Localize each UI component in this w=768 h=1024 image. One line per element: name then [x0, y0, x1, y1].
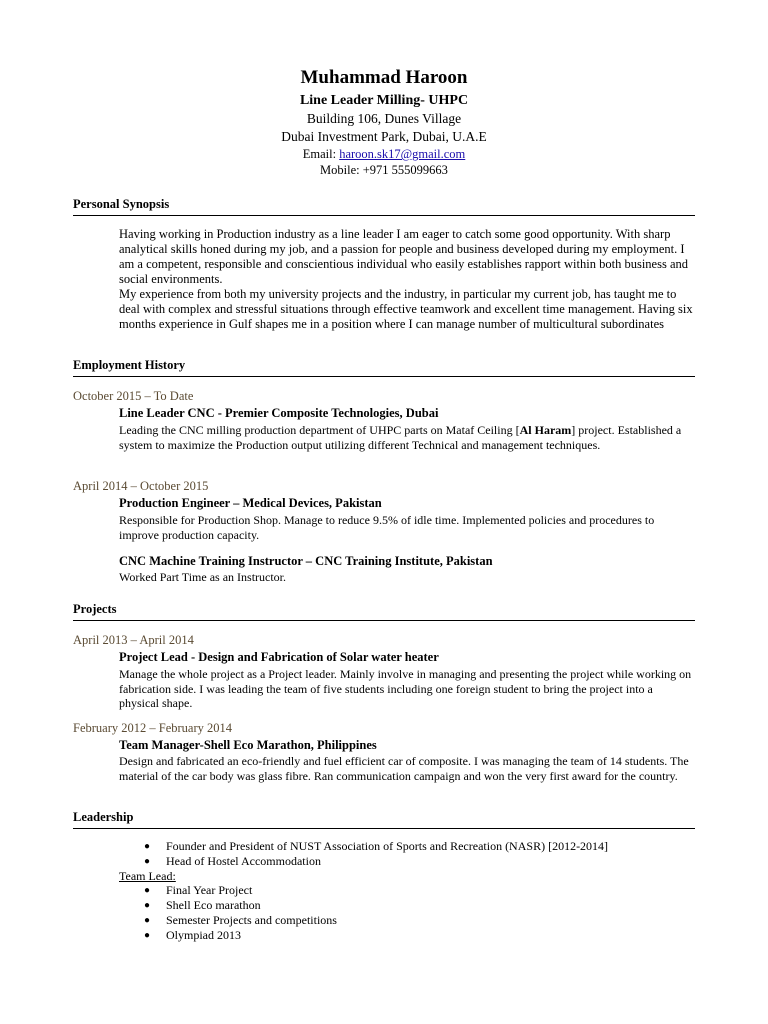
- employment-title: CNC Machine Training Instructor – CNC Training Institute, Pakistan: [119, 554, 493, 568]
- employment-date: October 2015 – To Date: [73, 389, 194, 403]
- email-link[interactable]: haroon.sk17@gmail.com: [339, 147, 466, 161]
- resume-header: [0, 66, 768, 178]
- section-heading-employment: Employment History: [73, 357, 695, 377]
- bullet-icon: ●: [144, 900, 151, 911]
- list-item: [140, 883, 337, 898]
- synopsis-paragraph-1: Having working in Production industry as a line leader I am eager to catch some good opportunity. With sharp analytical skills honed during my job, and a passion for people and business developed during my employment. I am a competent, responsible and conscientious individual who easily establishes rapport within both business and social environments.: [119, 227, 688, 286]
- list-item-text: Head of Hostel Accommodation: [166, 854, 321, 868]
- email-line: [0, 146, 768, 162]
- employment-description: Responsible for Production Shop. Manage to reduce 9.5% of idle time. Implemented policies and procedures to improve production capacity.: [119, 513, 655, 542]
- employment-description: Worked Part Time as an Instructor.: [119, 570, 287, 584]
- address-line-2: Dubai Investment Park, Dubai, U.A.E: [281, 129, 487, 144]
- list-item-text: Semester Projects and competitions: [166, 913, 337, 927]
- project-title: Project Lead - Design and Fabrication of Solar water heater: [119, 650, 439, 664]
- mobile-line: Mobile: +971 555099663: [320, 163, 448, 177]
- project-description: Design and fabricated an eco-friendly and fuel efficient car of composite. I was managing the team of 14 students. The material of the car body was glass fibre. Ran communication campaign and won the very first award for the country.: [119, 754, 689, 783]
- employment-date: April 2014 – October 2015: [73, 479, 209, 493]
- desc-text: ] project. Established a system to maximize the Production output utilizing different Technical and management techniques.: [119, 423, 682, 452]
- section-heading-synopsis: Personal Synopsis: [73, 196, 695, 216]
- list-item: [140, 928, 337, 943]
- leadership-list: [140, 839, 608, 869]
- bullet-icon: ●: [144, 930, 151, 941]
- section-heading-leadership: Leadership: [73, 809, 695, 829]
- desc-text: Leading the CNC milling production department of UHPC parts on Mataf Ceiling [: [119, 423, 520, 437]
- project-date: February 2012 – February 2014: [73, 721, 232, 735]
- list-item-text: Olympiad 2013: [166, 928, 241, 942]
- list-item: [140, 854, 608, 869]
- list-item: [140, 839, 608, 854]
- synopsis-paragraph-2: My experience from both my university projects and the industry, in particular my current job, has taught me to deal with complex and stressful situations through effective teamwork and excellent time management. Having six months experience in Gulf shapes me in a position where I can manage number of multicultural subordinates: [119, 287, 693, 331]
- candidate-title: Line Leader Milling- UHPC: [299, 93, 469, 108]
- project-description: Manage the whole project as a Project leader. Mainly involve in managing and presenting the project while working on fabrication side. I was leading the team of five students including one foreign student to bring the project into a physical shape.: [119, 667, 692, 710]
- bullet-icon: ●: [144, 856, 151, 867]
- list-item: [140, 898, 337, 913]
- team-lead-label: Team Lead:: [119, 869, 176, 883]
- bullet-icon: ●: [144, 915, 151, 926]
- team-lead-list: [140, 883, 337, 943]
- employment-title: Production Engineer – Medical Devices, Pakistan: [119, 496, 382, 510]
- list-item-text: Founder and President of NUST Association of Sports and Recreation (NASR) [2012-2014]: [166, 839, 609, 853]
- employment-title: Line Leader CNC - Premier Composite Technologies, Dubai: [119, 406, 439, 420]
- section-heading-projects: Projects: [73, 601, 695, 621]
- address-line-1: Building 106, Dunes Village: [306, 111, 462, 126]
- bullet-icon: ●: [144, 885, 151, 896]
- list-item: [140, 913, 337, 928]
- project-title: Team Manager-Shell Eco Marathon, Philippines: [119, 738, 377, 752]
- list-item-text: Final Year Project: [166, 883, 253, 897]
- project-date: April 2013 – April 2014: [73, 633, 194, 647]
- list-item-text: Shell Eco marathon: [166, 898, 261, 912]
- desc-bold-text: Al Haram: [519, 423, 572, 437]
- bullet-icon: ●: [144, 841, 151, 852]
- email-label: Email:: [302, 147, 340, 161]
- employment-description: [119, 423, 694, 452]
- candidate-name: Muhammad Haroon: [300, 67, 468, 88]
